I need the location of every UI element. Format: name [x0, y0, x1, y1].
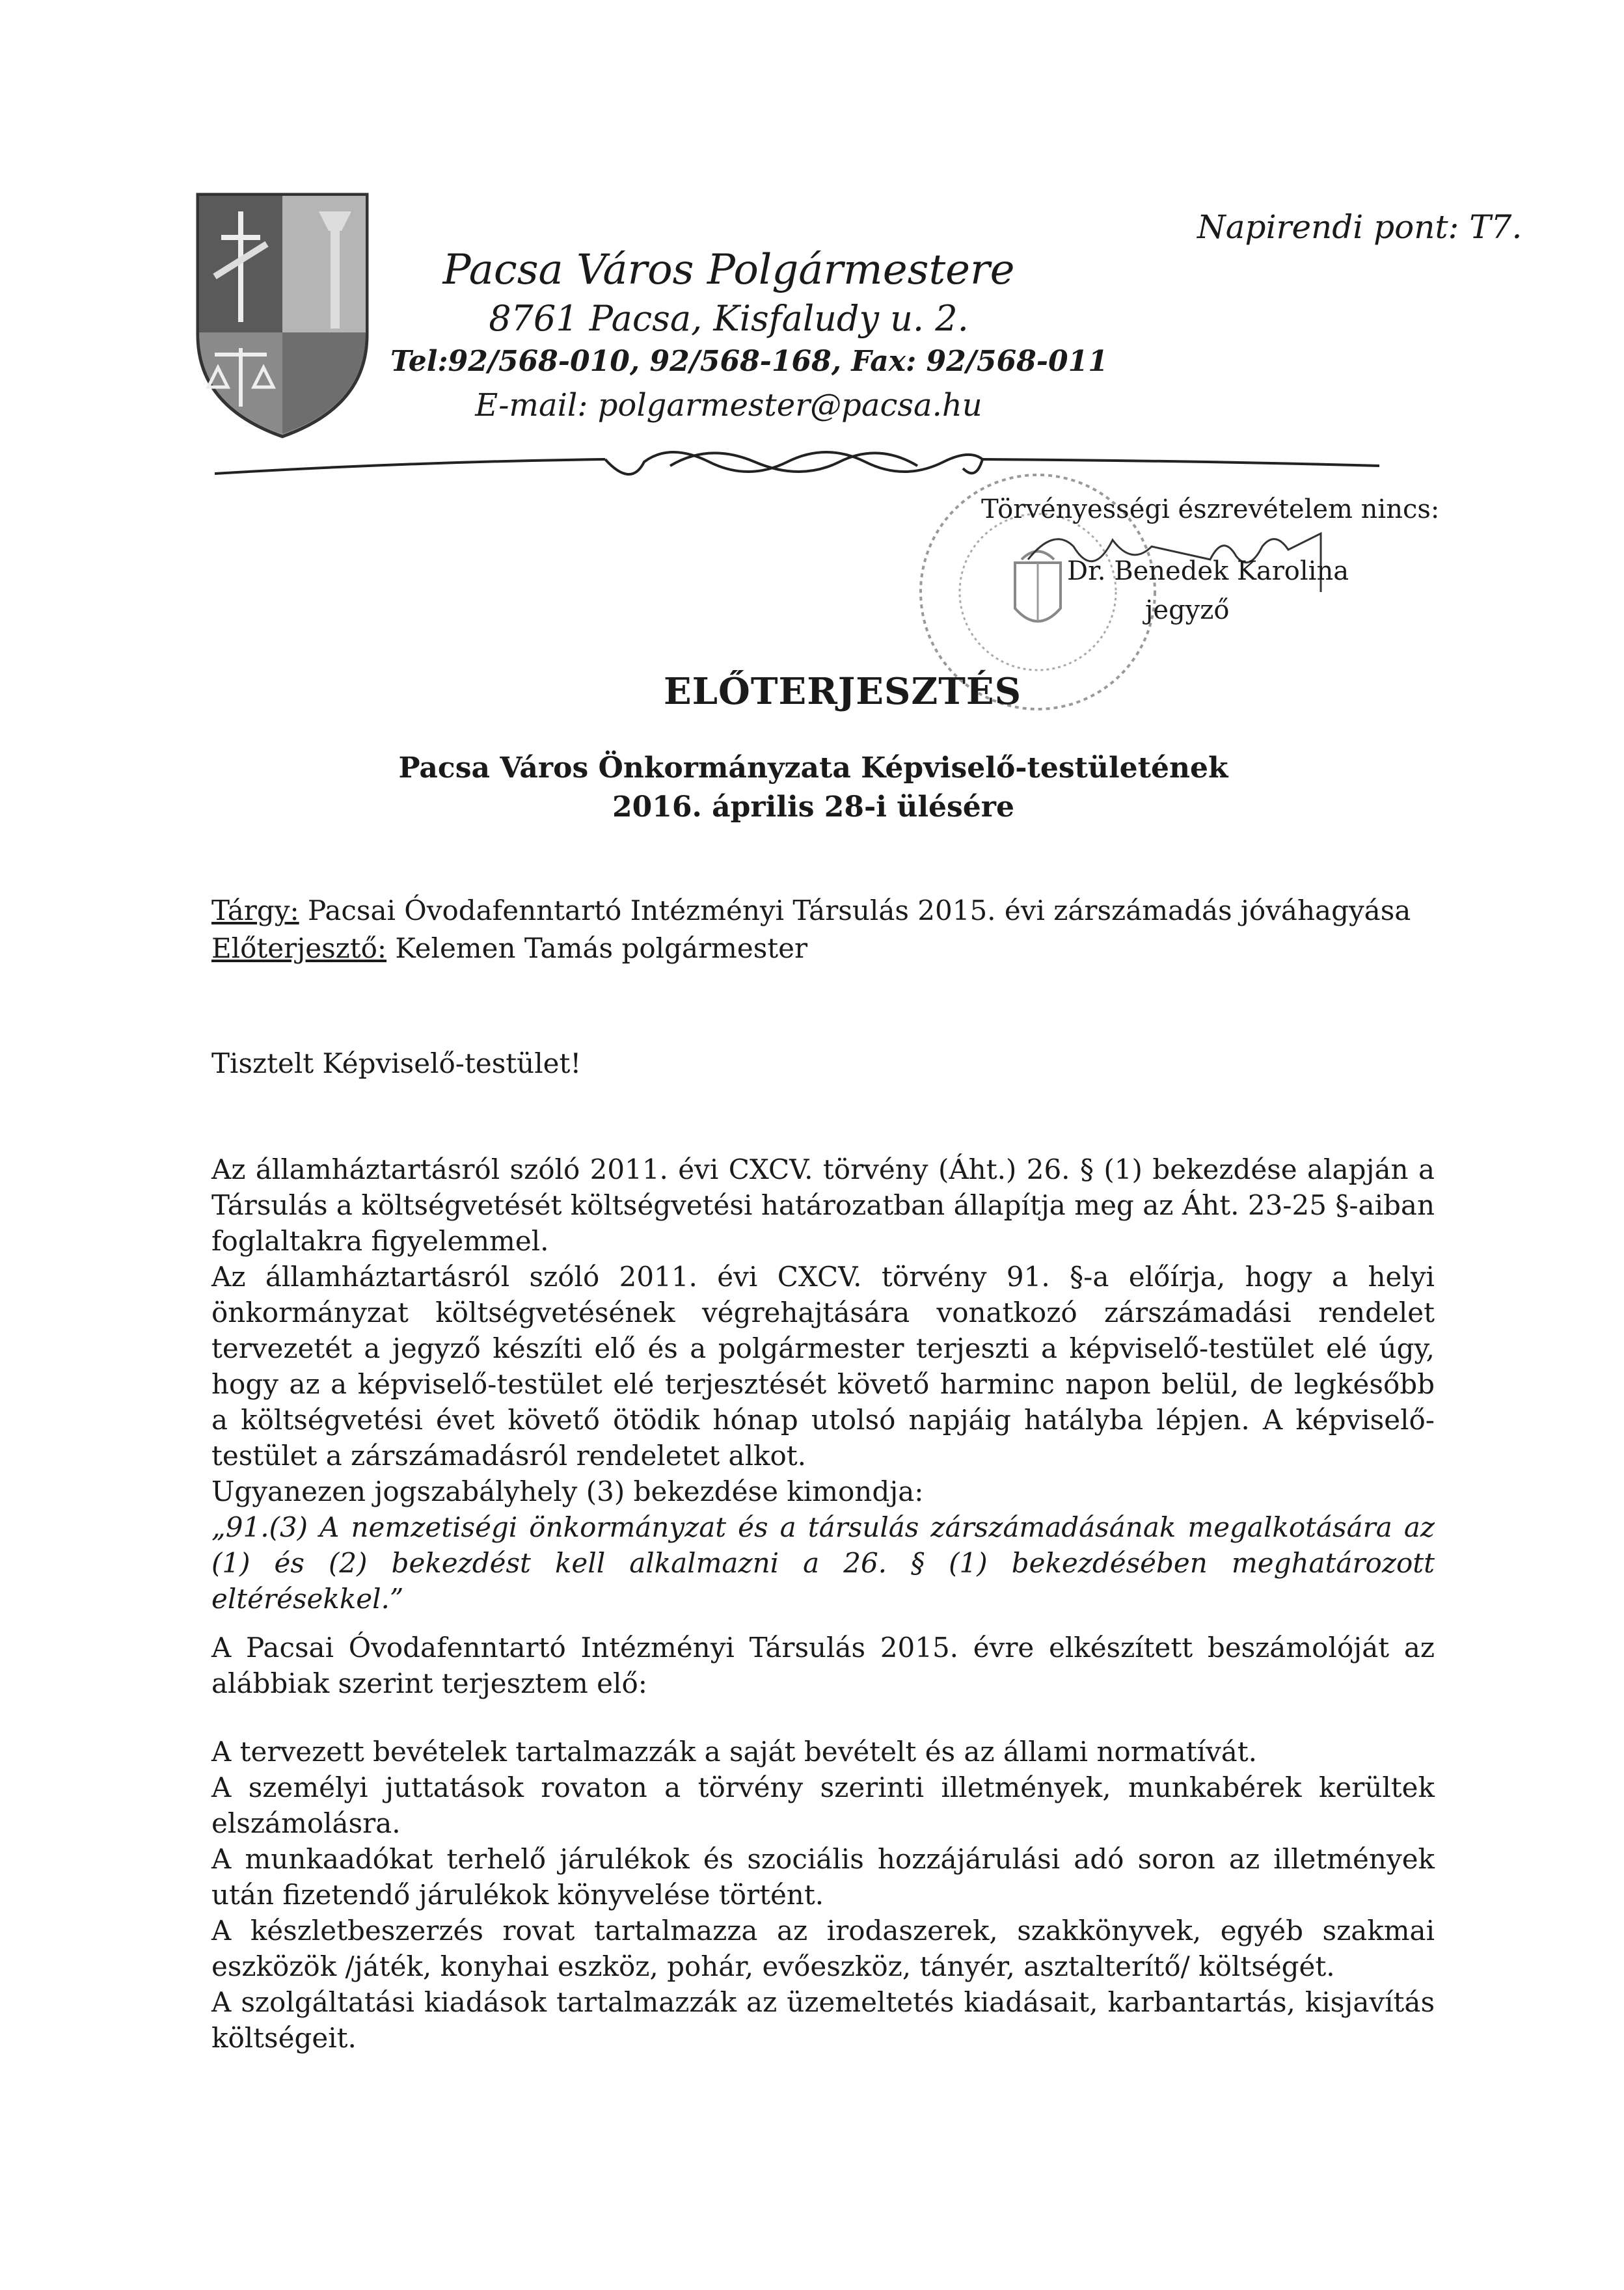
paragraph-keszletbeszerzes: A készletbeszerzés rovat tartalmazza az irodaszerek, szakkönyvek, egyéb szakmai eszközök /játék, konyhai eszköz, pohár, evőeszköz, tányér, asztalterítő/ költségét.	[211, 1915, 1435, 1982]
presenter-line	[211, 932, 807, 964]
subject-text: Pacsai Óvodafenntartó Intézményi Társulás 2015. évi zárszámadás jóváhagyása	[299, 895, 1411, 926]
signer-name: Dr. Benedek Karolina	[1067, 556, 1349, 586]
meeting-line-2: 2016. április 28-i ülésére	[612, 790, 1014, 824]
subject-line	[211, 895, 1411, 926]
presenter-text: Kelemen Tamás polgármester	[386, 932, 808, 964]
presenter-label: Előterjesztő:	[211, 932, 387, 964]
letterhead-phone: Tel:92/568-010, 92/568-168, Fax: 92/568-011	[390, 345, 1108, 378]
document-type: ELŐTERJESZTÉS	[664, 670, 1022, 713]
signer-role: jegyző	[1145, 595, 1230, 625]
subject-label: Tárgy:	[211, 895, 299, 926]
legal-quote: „91.(3) A nemzetiségi önkormányzat és a társulás zárszámadásának megalkotására az (1) és (2) bekezdést kell alkalmazni a 26. § (1) bekezdésében meghatározott eltérésekkel.”	[211, 1511, 1435, 1615]
coat-of-arms-icon	[195, 192, 370, 439]
paragraph-szolgaltatasok: A szolgáltatási kiadások tartalmazzák az üzemeltetés kiadásait, karbantartás, kisjavítás költségeit.	[211, 1986, 1435, 2054]
paragraph-beszamolo: A Pacsai Óvodafenntartó Intézményi Társulás 2015. évre elkészített beszámolóját az alábbiak szerint terjesztem elő:	[211, 1632, 1435, 1699]
legality-statement: Törvényességi észrevételem nincs:	[981, 494, 1440, 524]
paragraph-aht-91: Az államháztartásról szóló 2011. évi CXCV. törvény 91. §-a előírja, hogy a helyi önkormányzat költségvetésének végrehajtására vonatkozó zárszámadási rendelet tervezetét a jegyző készíti elő és a polgármester terjeszti a képviselő-testület elé úgy, hogy az a képviselő-testület elé terjesztését követő harminc napon belül, de legkésőbb a költségvetési évet követő ötödik hónap utolsó napjáig hatályba lépjen. A képviselő-testület a zárszámadásról rendeletet alkot.	[211, 1261, 1435, 1472]
salutation: Tisztelt Képviselő-testület!	[211, 1047, 582, 1079]
paragraph-jogszabalyhely: Ugyanezen jogszabályhely (3) bekezdése kimondja:	[211, 1475, 924, 1507]
paragraph-aht-26: Az államháztartásról szóló 2011. évi CXCV. törvény (Áht.) 26. § (1) bekezdése alapján a Társulás a költségvetését költségvetési határozatban állapítja meg az Áht. 23-25 §-aiban foglaltakra figyelemmel.	[211, 1153, 1435, 1257]
meeting-line-1: Pacsa Város Önkormányzata Képviselő-testületének	[398, 751, 1228, 785]
ornamental-divider	[215, 442, 1379, 488]
letterhead-title: Pacsa Város Polgármestere	[442, 246, 1015, 294]
paragraph-bevetelek: A tervezett bevételek tartalmazzák a saját bevételt és az állami normatívát.	[211, 1736, 1258, 1768]
paragraph-szemelyi-juttatasok: A személyi juttatások rovaton a törvény szerinti illetmények, munkabérek kerültek elszámolásra.	[211, 1771, 1435, 1839]
letterhead-email: E-mail: polgarmester@pacsa.hu	[475, 387, 982, 424]
letterhead-address: 8761 Pacsa, Kisfaludy u. 2.	[489, 298, 969, 339]
paragraph-jarulekok: A munkaadókat terhelő járulékok és szociális hozzájárulási adó soron az illetmények után fizetendő járulékok könyvelése történt.	[211, 1843, 1435, 1911]
agenda-point: Napirendi pont: T7.	[1197, 208, 1522, 246]
